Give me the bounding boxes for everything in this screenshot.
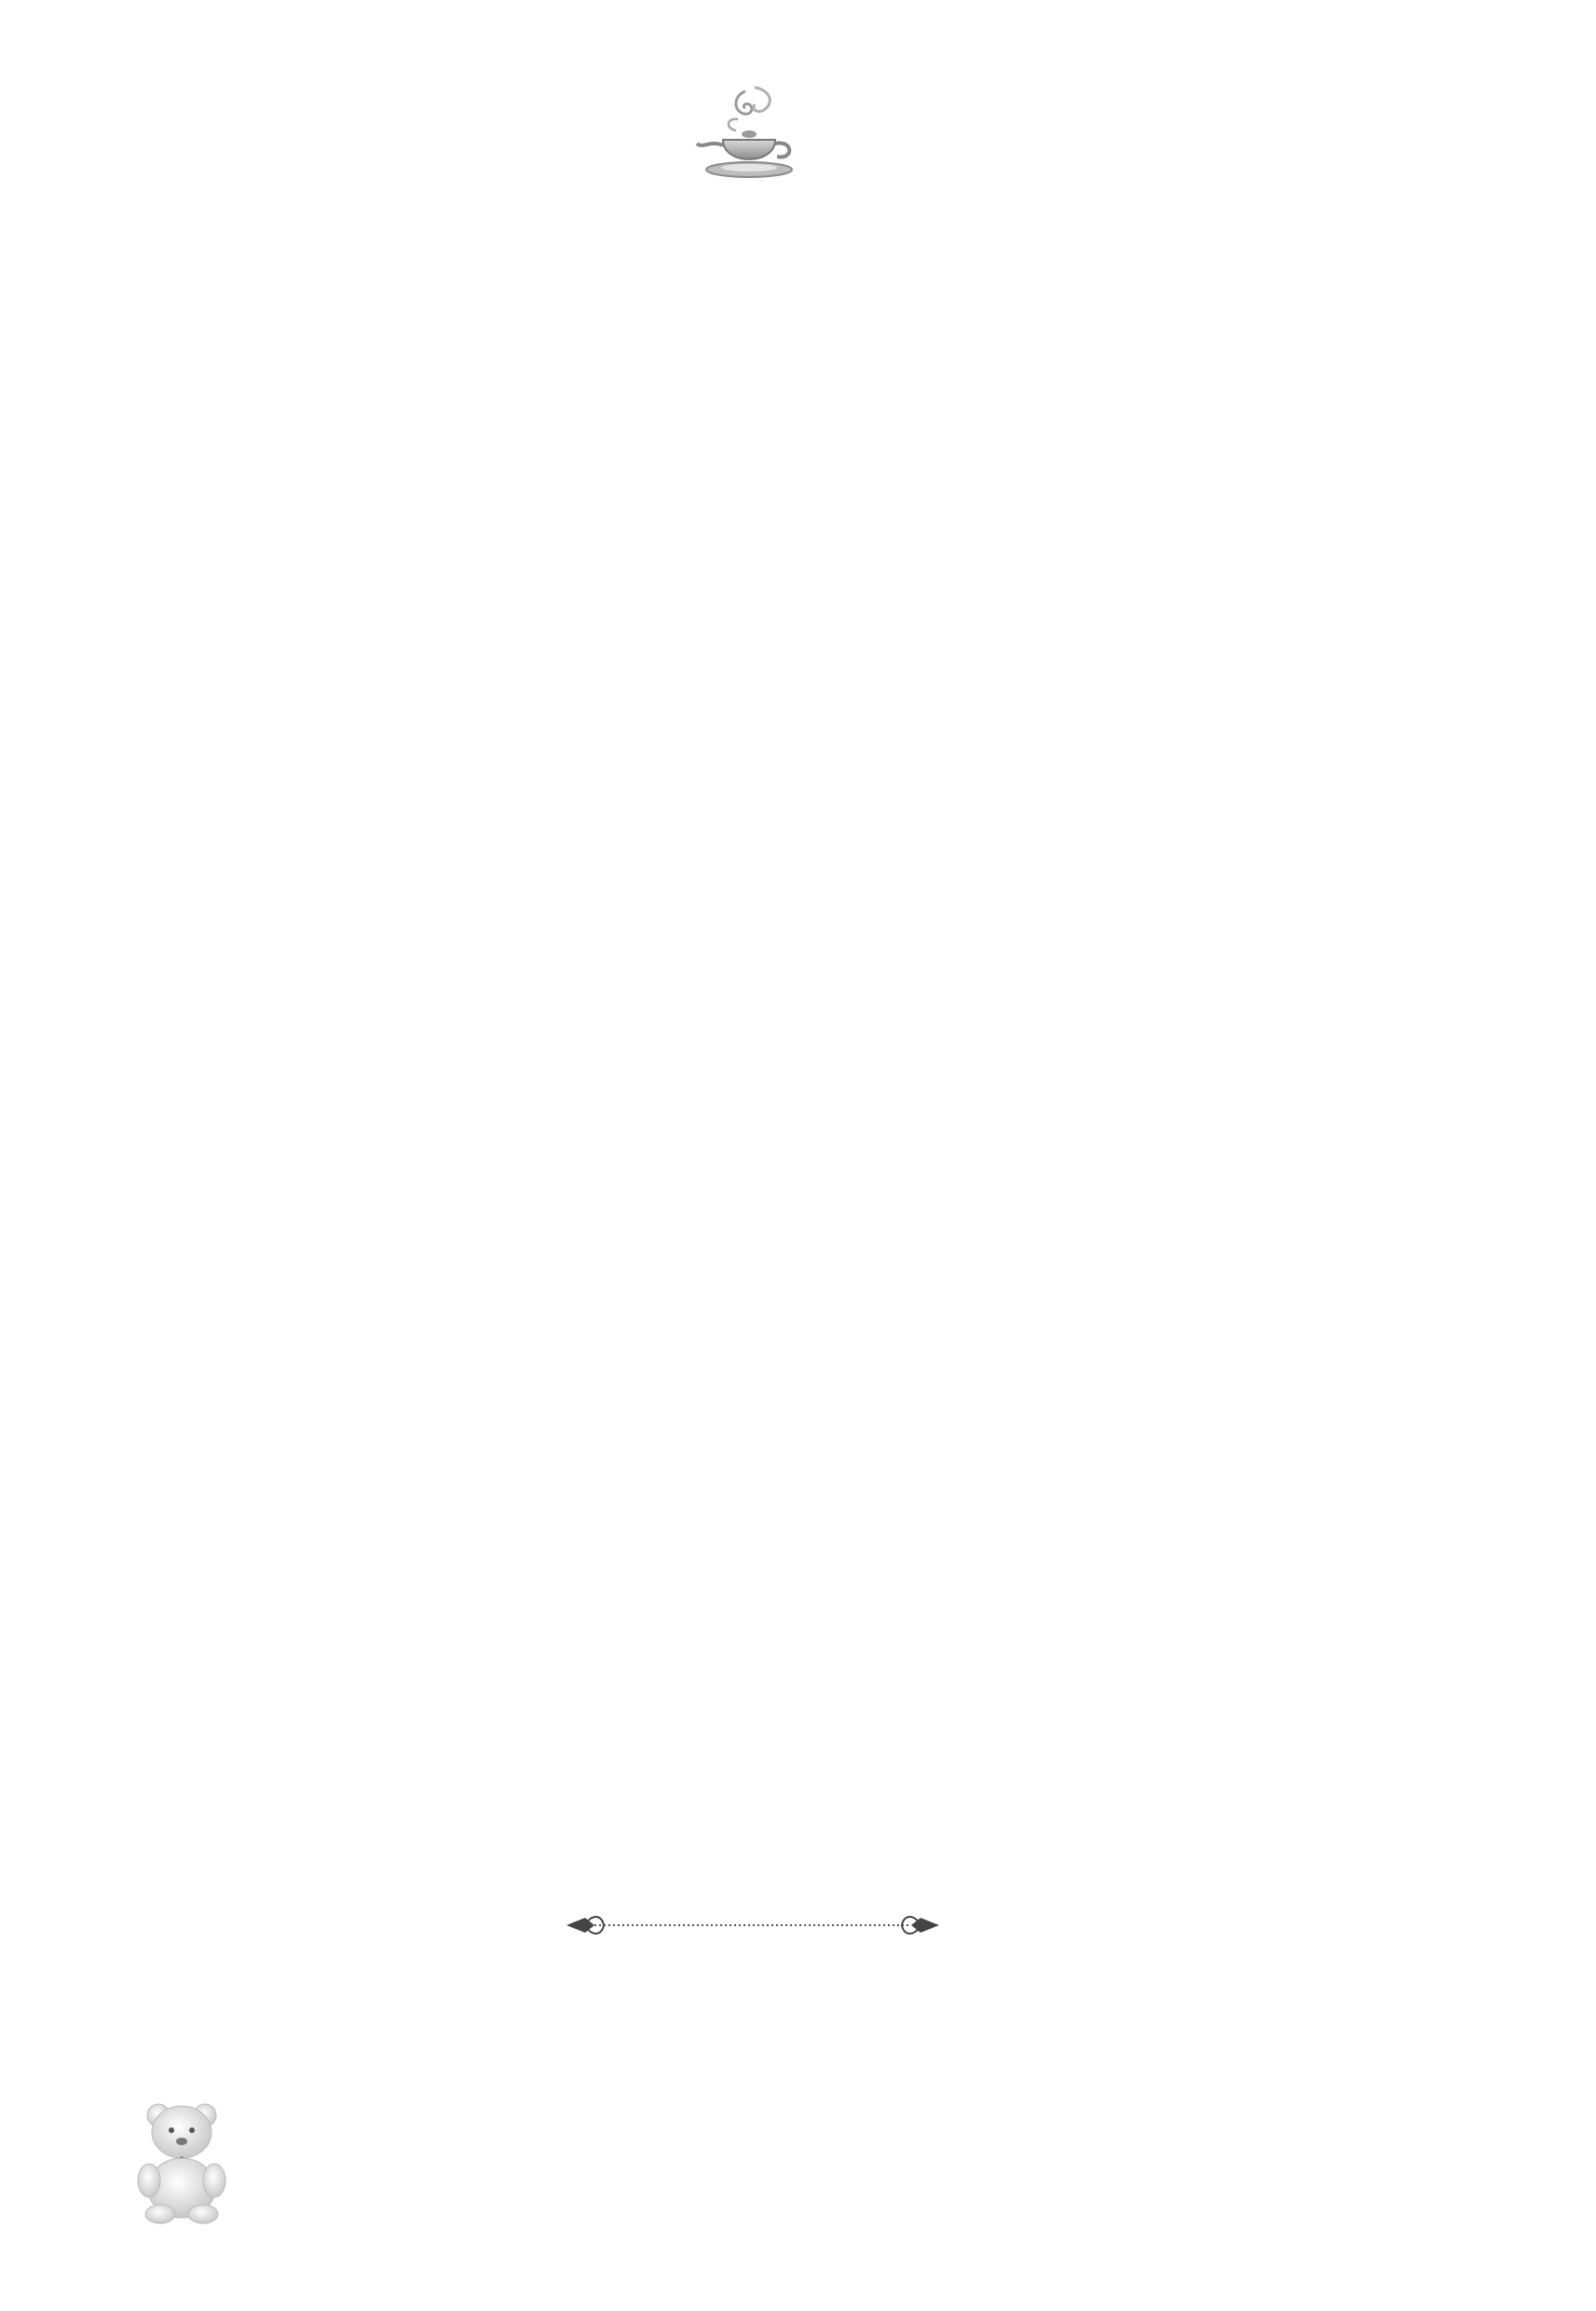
section2-first-line — [166, 1964, 1332, 2031]
teapot-ornament-icon — [689, 82, 811, 192]
page-footer — [278, 2143, 298, 2199]
section2-second-line — [166, 2031, 1332, 2099]
body-text-section2 — [166, 1964, 1332, 2099]
ornamental-divider-icon — [557, 1907, 948, 1944]
teddy-bear-icon — [130, 2095, 233, 2225]
